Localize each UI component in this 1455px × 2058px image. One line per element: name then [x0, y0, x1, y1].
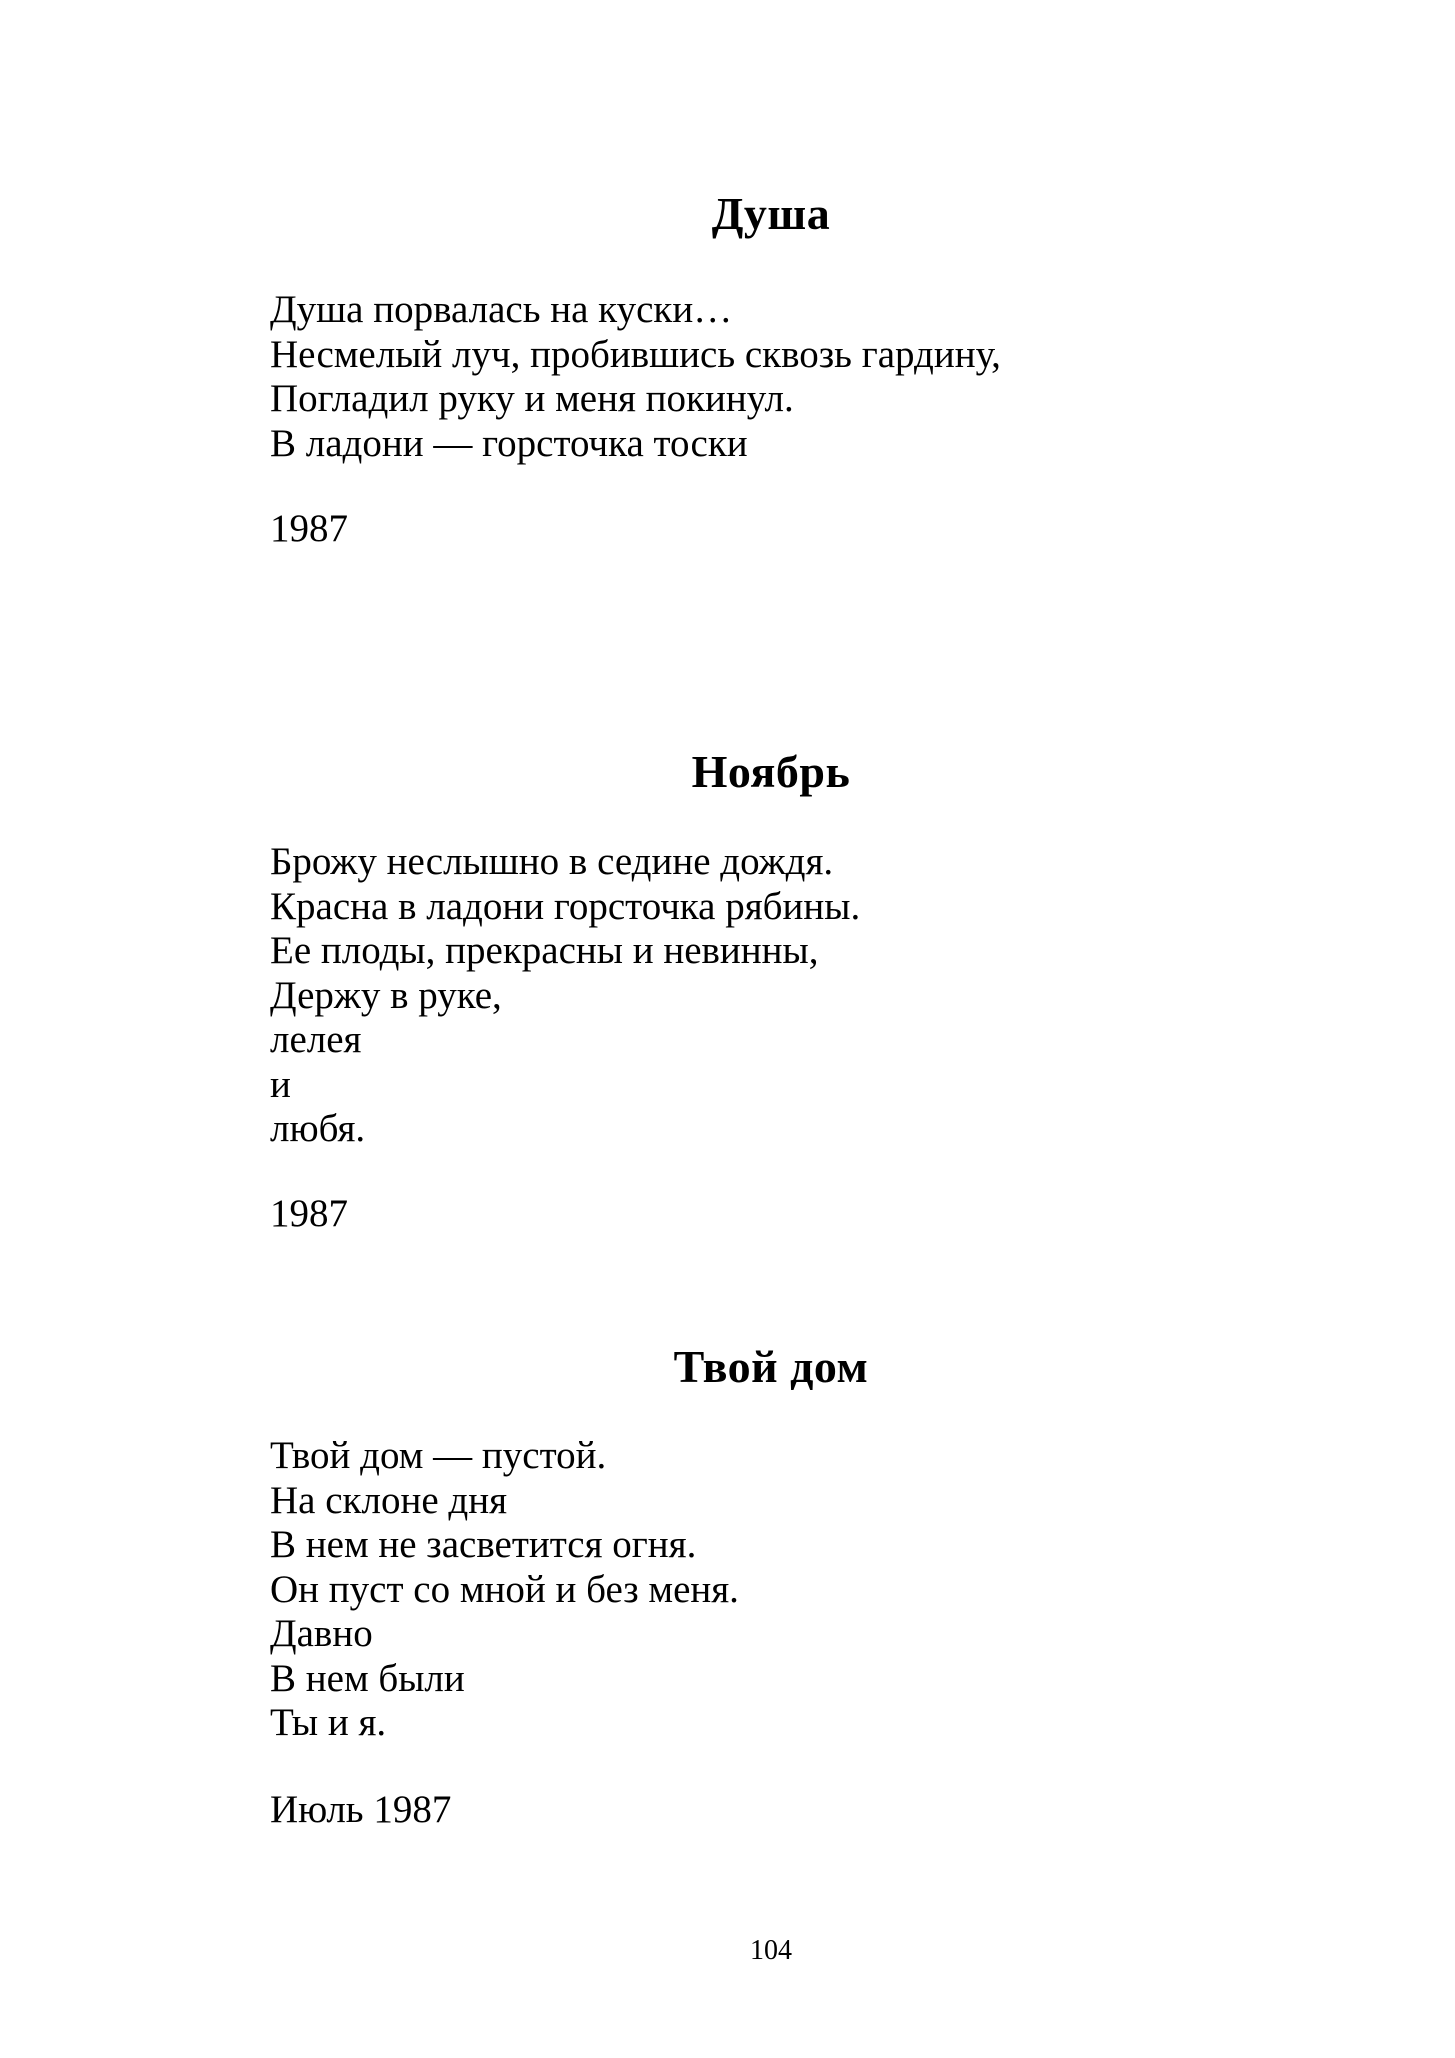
poem-line: Брожу неслышно в седине дождя. — [270, 840, 834, 883]
poem-stanza-tvoy-dom — [270, 1434, 1272, 1746]
poem-line: Красна в ладони горсточка рябины. — [270, 884, 861, 928]
poem-line: Душа порвалась на куски… — [270, 288, 733, 331]
poem-line: Он пуст со мной и без меня. — [270, 1567, 739, 1611]
poem-line: На склоне дня — [270, 1478, 508, 1522]
poem-line: Твой дом — пустой. — [270, 1434, 607, 1477]
poem-line: Несмелый луч, пробившись сквозь гардину, — [270, 332, 1001, 376]
poem-line: Погладил руку и меня покинул. — [270, 377, 794, 420]
poem-line: Ее плоды, прекрасны и невинны, — [270, 929, 819, 972]
poem-line: и — [270, 1062, 291, 1106]
poem-line: Давно — [270, 1612, 373, 1655]
poem-stanza-dusha — [270, 288, 1272, 466]
poem-line: В нем не засветится огня. — [270, 1523, 697, 1566]
poem-date-dusha: 1987 — [270, 507, 348, 550]
poem-line: любя. — [270, 1107, 366, 1150]
poem-line: В ладони — горсточка тоски — [270, 421, 748, 465]
poem-line: лелея — [270, 1018, 362, 1061]
poem-date-tvoy-dom: Июль 1987 — [270, 1788, 452, 1831]
poem-stanza-noyabr — [270, 840, 1272, 1152]
poem-title-tvoy-dom: Твой дом — [673, 1341, 869, 1392]
poem-title-noyabr: Ноябрь — [691, 746, 851, 797]
poem-date-noyabr: 1987 — [270, 1192, 348, 1235]
poem-line: Держу в руке, — [270, 973, 502, 1017]
poem-line: В нем были — [270, 1656, 465, 1700]
poem-title-dusha: Душа — [711, 188, 831, 239]
poem-line: Ты и я. — [270, 1701, 387, 1744]
page-number: 104 — [750, 1935, 792, 1966]
